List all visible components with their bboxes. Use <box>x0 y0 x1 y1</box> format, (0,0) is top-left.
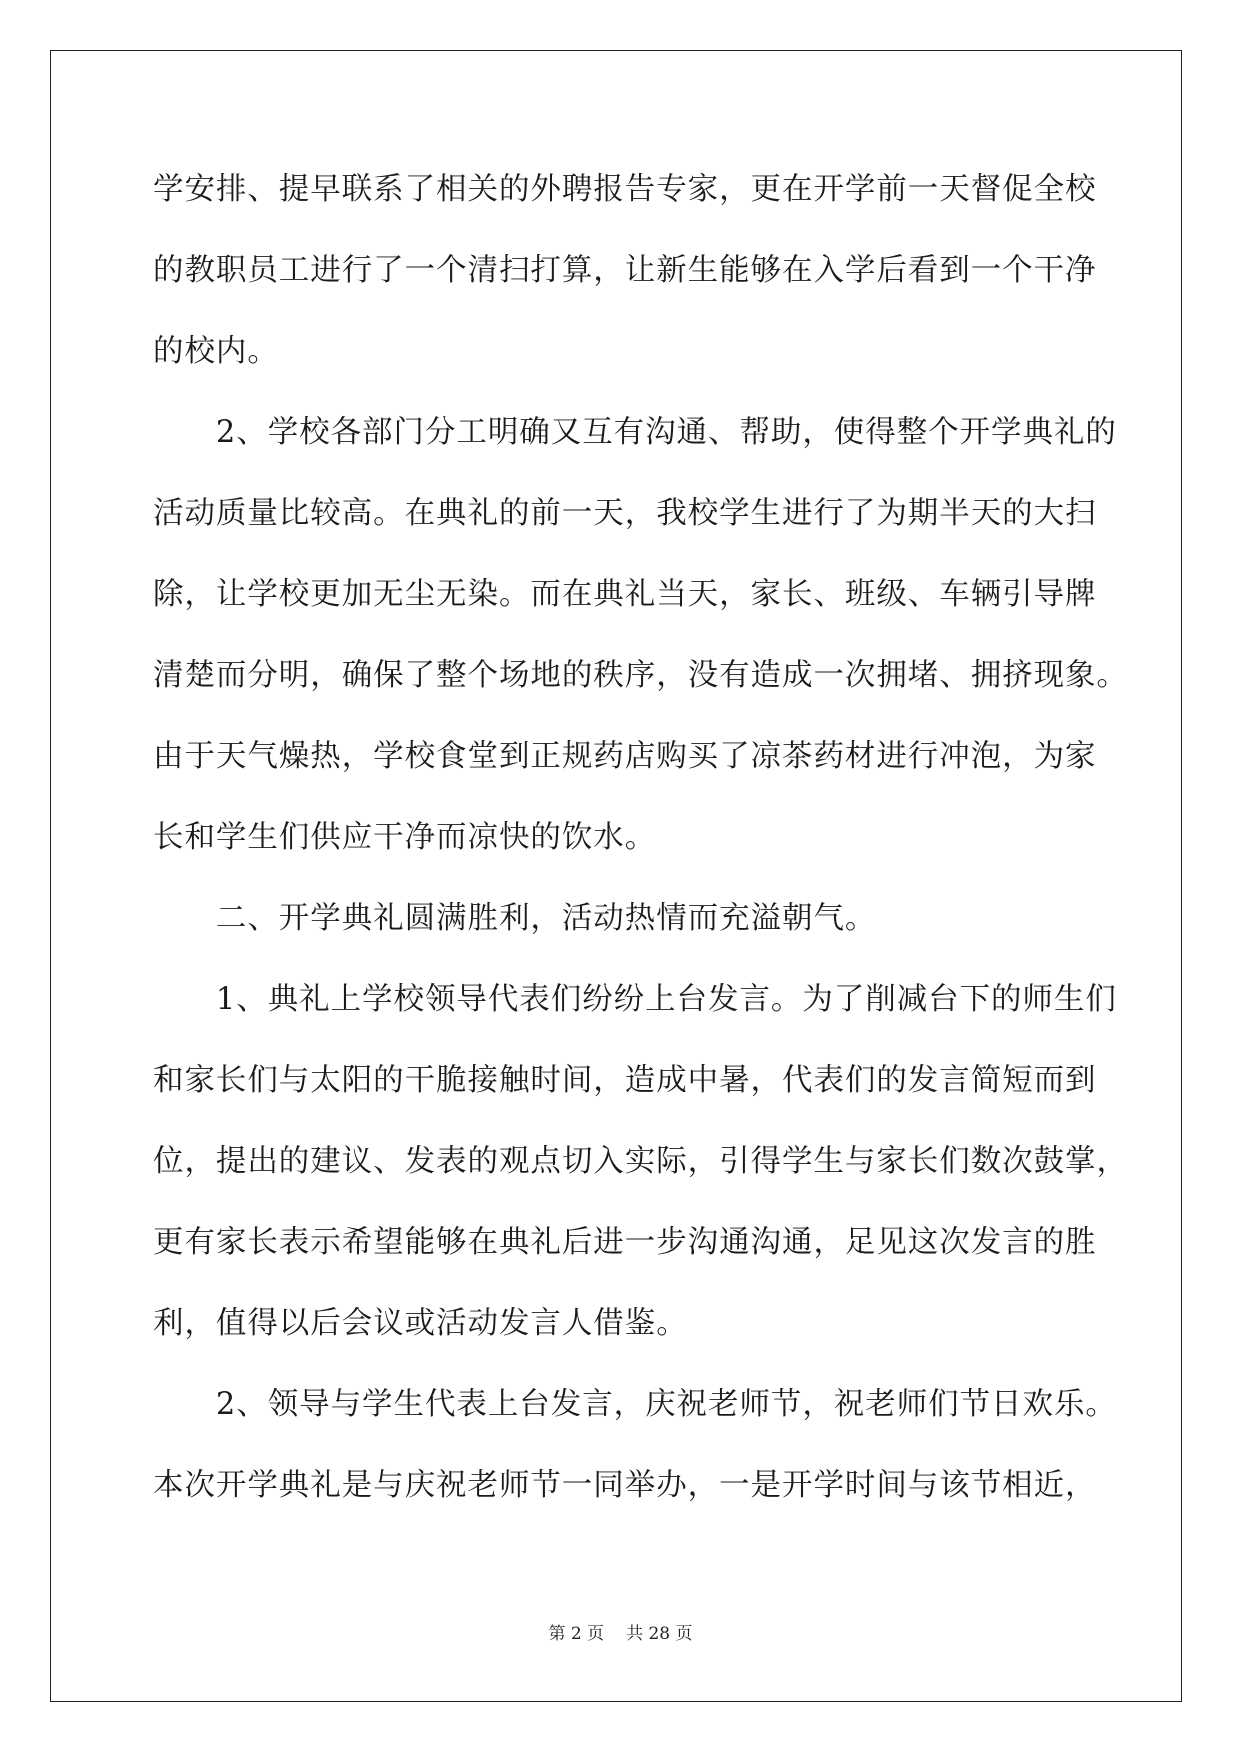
text-line: 长和学生们供应干净而凉快的饮水。 <box>153 820 657 855</box>
text-line: 更有家长表示希望能够在典礼后进一步沟通沟通，足见这次发言的胜 <box>153 1225 1097 1260</box>
text-line: 2、学校各部门分工明确又互有沟通、帮助，使得整个开学典礼的 <box>153 415 1117 450</box>
text-line: 除，让学校更加无尘无染。而在典礼当天，家长、班级、车辆引导牌 <box>153 577 1097 612</box>
text-line: 本次开学典礼是与庆祝老师节一同举办，一是开学时间与该节相近， <box>153 1468 1097 1503</box>
text-line: 的教职员工进行了一个清扫打算，让新生能够在入学后看到一个干净 <box>153 253 1097 288</box>
page-number: 第 2 页 <box>548 1624 605 1644</box>
text-line: 活动质量比较高。在典礼的前一天，我校学生进行了为期半天的大扫 <box>153 496 1097 531</box>
text-line: 二、开学典礼圆满胜利，活动热情而充溢朝气。 <box>153 901 877 936</box>
text-line: 1、典礼上学校领导代表们纷纷上台发言。为了削减台下的师生们 <box>153 982 1117 1017</box>
text-line: 利，值得以后会议或活动发言人借鉴。 <box>153 1306 688 1341</box>
page-total: 共 28 页 <box>626 1624 693 1644</box>
text-line: 的校内。 <box>153 334 279 369</box>
text-line: 和家长们与太阳的干脆接触时间，造成中暑，代表们的发言简短而到 <box>153 1063 1097 1098</box>
text-line: 由于天气燥热，学校食堂到正规药店购买了凉茶药材进行冲泡，为家 <box>153 739 1097 774</box>
text-line: 清楚而分明，确保了整个场地的秩序，没有造成一次拥堵、拥挤现象。 <box>153 658 1128 693</box>
text-line: 2、领导与学生代表上台发言，庆祝老师节，祝老师们节日欢乐。 <box>153 1387 1117 1422</box>
page-footer <box>0 1619 1241 1644</box>
text-line: 学安排、提早联系了相关的外聘报告专家，更在开学前一天督促全校 <box>153 172 1097 207</box>
page-border <box>50 50 1182 1702</box>
text-line: 位，提出的建议、发表的观点切入实际，引得学生与家长们数次鼓掌， <box>153 1144 1128 1179</box>
